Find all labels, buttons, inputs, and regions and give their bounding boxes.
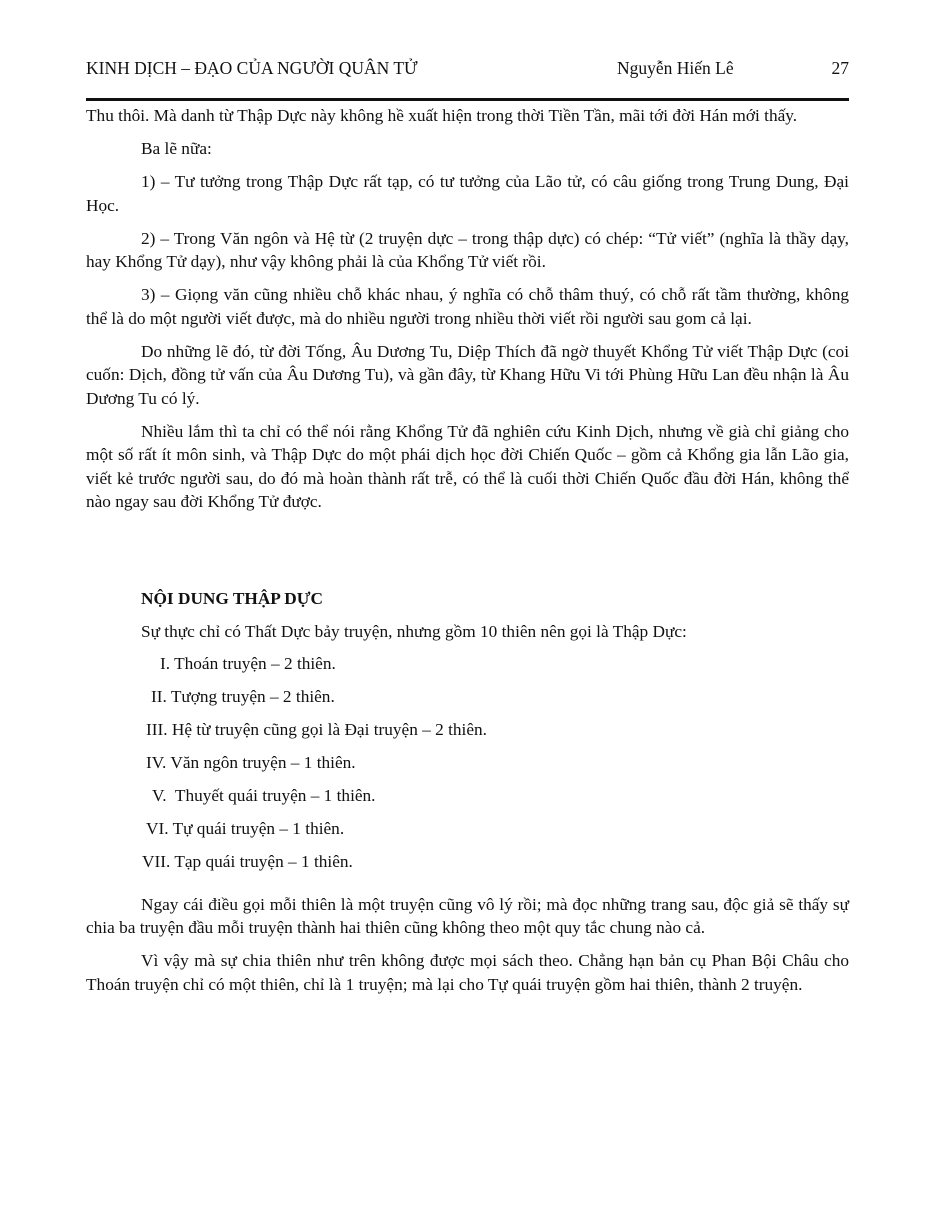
paragraph-reason-2: 2) – Trong Văn ngôn và Hệ từ (2 truyện dực – trong thập dực) có chép: “Tử viết” (nghĩa là thầy dạy, hay Khổng Tử dạy), như vậy không phải là của Khổng Tử viết rồi. (86, 228, 849, 271)
paragraph-section-1: Ngay cái điều gọi mỗi thiên là một truyện cũng vô lý rồi; mà đọc những trang sau, độc giả sẽ thấy sự chia ba truyện đầu mỗi truyện thành hai thiên cũng không theo một quy tắc chung nào cả. (86, 894, 849, 937)
list-item: IV. Văn ngôn truyện – 1 thiên. (146, 753, 356, 772)
list-item: II. Tượng truyện – 2 thiên. (151, 687, 335, 706)
list-item: V. Thuyết quái truyện – 1 thiên. (152, 786, 376, 805)
paragraph-reason-1: 1) – Tư tưởng trong Thập Dực rất tạp, có tư tưởng của Lão tử, có câu giống trong Trung Dung, Đại Học. (86, 172, 849, 215)
author-name: Nguyễn Hiến Lê (617, 58, 734, 78)
book-title: KINH DỊCH – ĐẠO CỦA NGƯỜI QUÂN TỬ (86, 58, 418, 78)
paragraph-conclusion: Nhiều lắm thì ta chỉ có thể nói rằng Khổng Tử đã nghiên cứu Kinh Dịch, nhưng về già chỉ giảng cho một số rất ít môn sinh, và Thập Dực do một phái dịch học đời Chiến Quốc – gồm cả Khổng gia lẫn Lão gia, viết kẻ trước người sau, do đó mà hoàn thành rất trễ, có thể là cuối thời Chiến Quốc đầu đời Hán, không thể nào ngay sau đời Khổng Tử được. (86, 421, 849, 511)
page-body (86, 104, 849, 1006)
list-item: III. Hệ từ truyện cũng gọi là Đại truyện – 2 thiên. (146, 720, 487, 739)
list-item: VII. Tạp quái truyện – 1 thiên. (142, 852, 353, 871)
book-list (86, 652, 849, 883)
paragraph-three-reasons: Ba lẽ nữa: (141, 139, 212, 158)
paragraph-reason-3: 3) – Giọng văn cũng nhiều chỗ khác nhau, ý nghĩa có chỗ thâm thuý, có chỗ rất tầm thường, không thể là do một người viết được, mà do nhiều người trong nhiều thời viết rồi người sau gom cả lại. (86, 285, 849, 328)
list-item: I. Thoán truyện – 2 thiên. (160, 654, 336, 673)
paragraph-scholars: Do những lẽ đó, từ đời Tống, Âu Dương Tu, Diệp Thích đã ngờ thuyết Khổng Tử viết Thập Dực (coi cuốn: Dịch, đồng tử vấn của Âu Dương Tu), và gần đây, từ Khang Hữu Vi tới Phùng Hữu Lan đều nhận là Âu Dương Tu có lý. (86, 341, 849, 408)
paragraph-section-2: Vì vậy mà sự chia thiên như trên không được mọi sách theo. Chẳng hạn bản cụ Phan Bội Châu cho Thoán truyện chỉ có một thiên, chỉ là 1 truyện; mà lại cho Tự quái truyện gồm hai thiên, thành 2 truyện. (86, 951, 849, 994)
list-item: VI. Tự quái truyện – 1 thiên. (146, 819, 345, 838)
header-rule (86, 98, 849, 101)
section-heading: NỘI DUNG THẬP DỰC (141, 589, 323, 608)
page-number: 27 (831, 58, 849, 78)
running-header (86, 58, 849, 80)
paragraph-continuation: Thu thôi. Mà danh từ Thập Dực này không hề xuất hiện trong thời Tiền Tần, mãi tới đời Hán mới thấy. (86, 106, 798, 125)
section-intro: Sự thực chỉ có Thất Dực bảy truyện, nhưng gồm 10 thiên nên gọi là Thập Dực: (141, 621, 687, 641)
section-spacer (86, 523, 849, 587)
